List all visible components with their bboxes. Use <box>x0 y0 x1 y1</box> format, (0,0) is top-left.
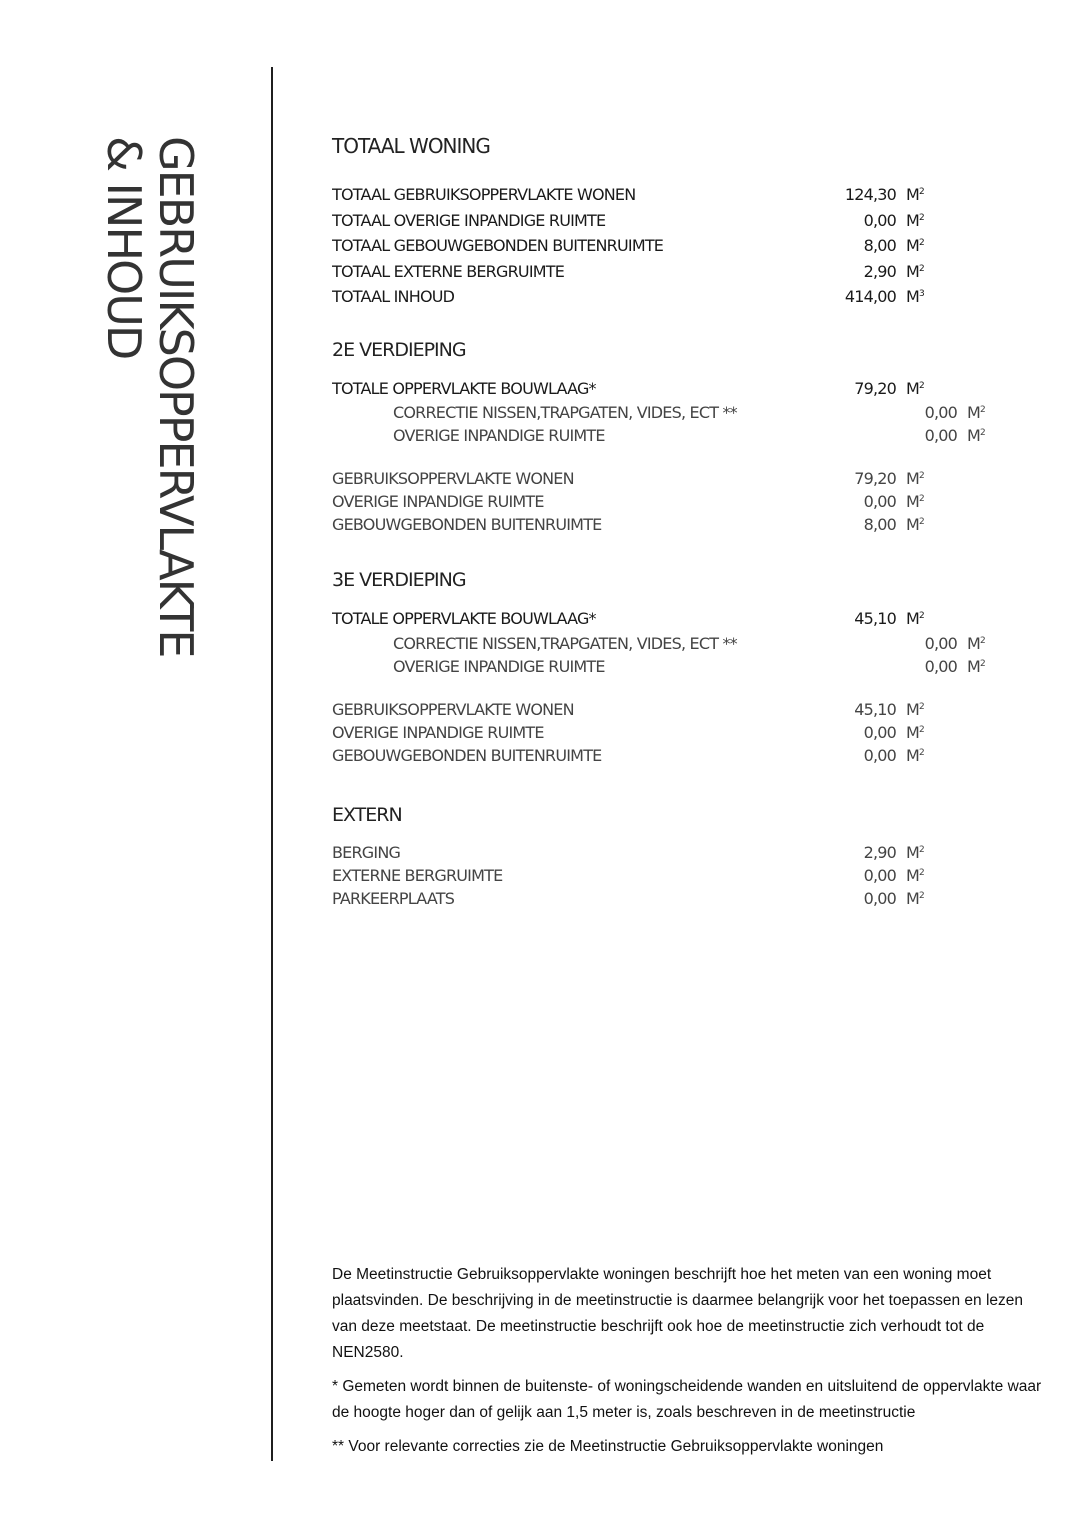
row-value: 0,00 <box>863 210 896 230</box>
section-title-extern: EXTERN <box>332 803 402 826</box>
row-value: 2,90 <box>863 842 896 862</box>
row-value: 2,90 <box>863 261 896 281</box>
row-label: TOTALE OPPERVLAKTE BOUWLAAG* <box>332 609 596 628</box>
vertical-title-line-1: GEBRUIKSOPPERVLAKTE <box>149 136 203 657</box>
table-row <box>332 206 932 232</box>
table-row <box>332 696 932 719</box>
row-label: GEBRUIKSOPPERVLAKTE WONEN <box>332 699 574 719</box>
table-row <box>332 742 932 765</box>
row-value: 0,00 <box>863 492 896 511</box>
row-value: 124,30 <box>844 185 896 204</box>
row-unit: $M^2$ <box>906 609 924 628</box>
row-unit: $M^2$ <box>967 633 985 653</box>
row-unit: $M^2$ <box>906 515 924 534</box>
section-title-totaal: TOTAAL WONING <box>332 134 490 158</box>
row-value: 0,00 <box>924 426 957 445</box>
row-value: 0,00 <box>863 745 896 765</box>
row-unit: $M^2$ <box>906 210 924 230</box>
row-unit: $M^2$ <box>967 656 985 676</box>
row-label: TOTAAL GEBRUIKSOPPERVLAKTE WONEN <box>332 185 636 204</box>
table-row <box>332 282 932 308</box>
footer-note-double-asterisk: ** Voor relevante correcties zie de Meetinstructie Gebruiksoppervlakte woningen <box>332 1438 884 1455</box>
row-value: 8,00 <box>863 515 896 534</box>
table-row <box>332 465 932 488</box>
row-label: OVERIGE INPANDIGE RUIMTE <box>332 492 544 511</box>
row-value: 8,00 <box>863 236 896 255</box>
row-unit: $M^2$ <box>906 842 924 862</box>
footer-paragraph-intro: De Meetinstructie Gebruiksoppervlakte woningen beschrijft hoe het meten van een woning moet plaatsvinden. De beschrijving in de meetinstructie is daarmee belangrijk voor het toepassen en lezen van deze meetstaat. De meetinstructie beschrijft ook hoe de meetinstructie zich verhoudt tot de NEN2580. <box>332 1266 1024 1361</box>
row-unit: $M^2$ <box>967 403 985 422</box>
row-label: GEBOUWGEBONDEN BUITENRUIMTE <box>332 515 602 534</box>
section-title-3e-verdieping: 3E VERDIEPING <box>332 569 466 591</box>
row-unit: $M^2$ <box>906 185 924 204</box>
table-row <box>332 653 985 676</box>
table-row-bouwlaag <box>332 374 932 400</box>
row-value: 414,00 <box>844 287 896 306</box>
table-row-bouwlaag <box>332 604 932 630</box>
row-value: 0,00 <box>863 722 896 742</box>
table-row <box>332 839 932 862</box>
table-row <box>332 488 932 511</box>
footer-notes <box>332 1262 1052 1468</box>
row-unit: $M^2$ <box>906 865 924 885</box>
table-row <box>332 231 932 257</box>
row-label: TOTALE OPPERVLAKTE BOUWLAAG* <box>332 378 596 398</box>
row-unit: $M^2$ <box>906 888 924 908</box>
row-label: TOTAAL GEBOUWGEBONDEN BUITENRUIMTE <box>332 236 664 255</box>
row-label: OVERIGE INPANDIGE RUIMTE <box>393 656 605 676</box>
row-unit: $M^2$ <box>906 261 924 281</box>
row-label: BERGING <box>332 842 401 862</box>
row-label: CORRECTIE NISSEN,TRAPGATEN, VIDES, ECT ** <box>393 633 737 653</box>
row-value: 0,00 <box>863 865 896 885</box>
table-row <box>332 511 932 534</box>
table-row <box>332 422 985 445</box>
table-row <box>332 630 985 653</box>
row-value: 0,00 <box>863 888 896 908</box>
row-unit: $M^2$ <box>906 699 924 719</box>
row-value: 0,00 <box>924 403 957 422</box>
vertical-divider <box>271 67 273 1461</box>
row-value: 0,00 <box>924 633 957 653</box>
row-unit: $M^2$ <box>906 236 924 255</box>
table-row <box>332 862 932 885</box>
footer-note-asterisk: * Gemeten wordt binnen de buitenste- of woningscheidende wanden en uitsluitend de oppervlakte waar de hoogte hoger dan of gelijk aan 1,5 meter is, zoals beschreven in de meetinstructie <box>332 1378 1042 1421</box>
table-row <box>332 257 932 283</box>
row-label: TOTAAL OVERIGE INPANDIGE RUIMTE <box>332 210 606 230</box>
vertical-title-line-2: & INHOUD <box>97 136 151 359</box>
table-row <box>332 885 932 908</box>
measurement-table <box>332 132 985 908</box>
row-label: TOTAAL EXTERNE BERGRUIMTE <box>332 261 565 281</box>
vertical-title <box>92 136 202 676</box>
row-value: 79,20 <box>854 378 896 398</box>
row-label: CORRECTIE NISSEN,TRAPGATEN, VIDES, ECT ** <box>393 403 737 422</box>
row-unit: $M^2$ <box>906 745 924 765</box>
row-label: OVERIGE INPANDIGE RUIMTE <box>393 426 605 445</box>
row-label: GEBOUWGEBONDEN BUITENRUIMTE <box>332 745 602 765</box>
row-unit: $M^2$ <box>967 426 985 445</box>
row-label: PARKEERPLAATS <box>332 888 455 908</box>
row-value: 45,10 <box>854 699 896 719</box>
row-value: 79,20 <box>854 469 896 488</box>
row-unit: $M^3$ <box>906 287 924 306</box>
row-label: GEBRUIKSOPPERVLAKTE WONEN <box>332 469 574 488</box>
row-label: EXTERNE BERGRUIMTE <box>332 865 503 885</box>
row-value: 45,10 <box>854 609 896 628</box>
row-label: TOTAAL INHOUD <box>332 287 455 306</box>
table-row <box>332 719 932 742</box>
row-label: OVERIGE INPANDIGE RUIMTE <box>332 722 544 742</box>
table-row <box>332 399 985 422</box>
row-unit: $M^2$ <box>906 378 924 398</box>
section-title-2e-verdieping: 2E VERDIEPING <box>332 338 466 361</box>
row-value: 0,00 <box>924 656 957 676</box>
totaal-rows <box>332 180 932 308</box>
row-unit: $M^2$ <box>906 469 924 488</box>
row-unit: $M^2$ <box>906 492 924 511</box>
table-row <box>332 180 932 206</box>
row-unit: $M^2$ <box>906 722 924 742</box>
